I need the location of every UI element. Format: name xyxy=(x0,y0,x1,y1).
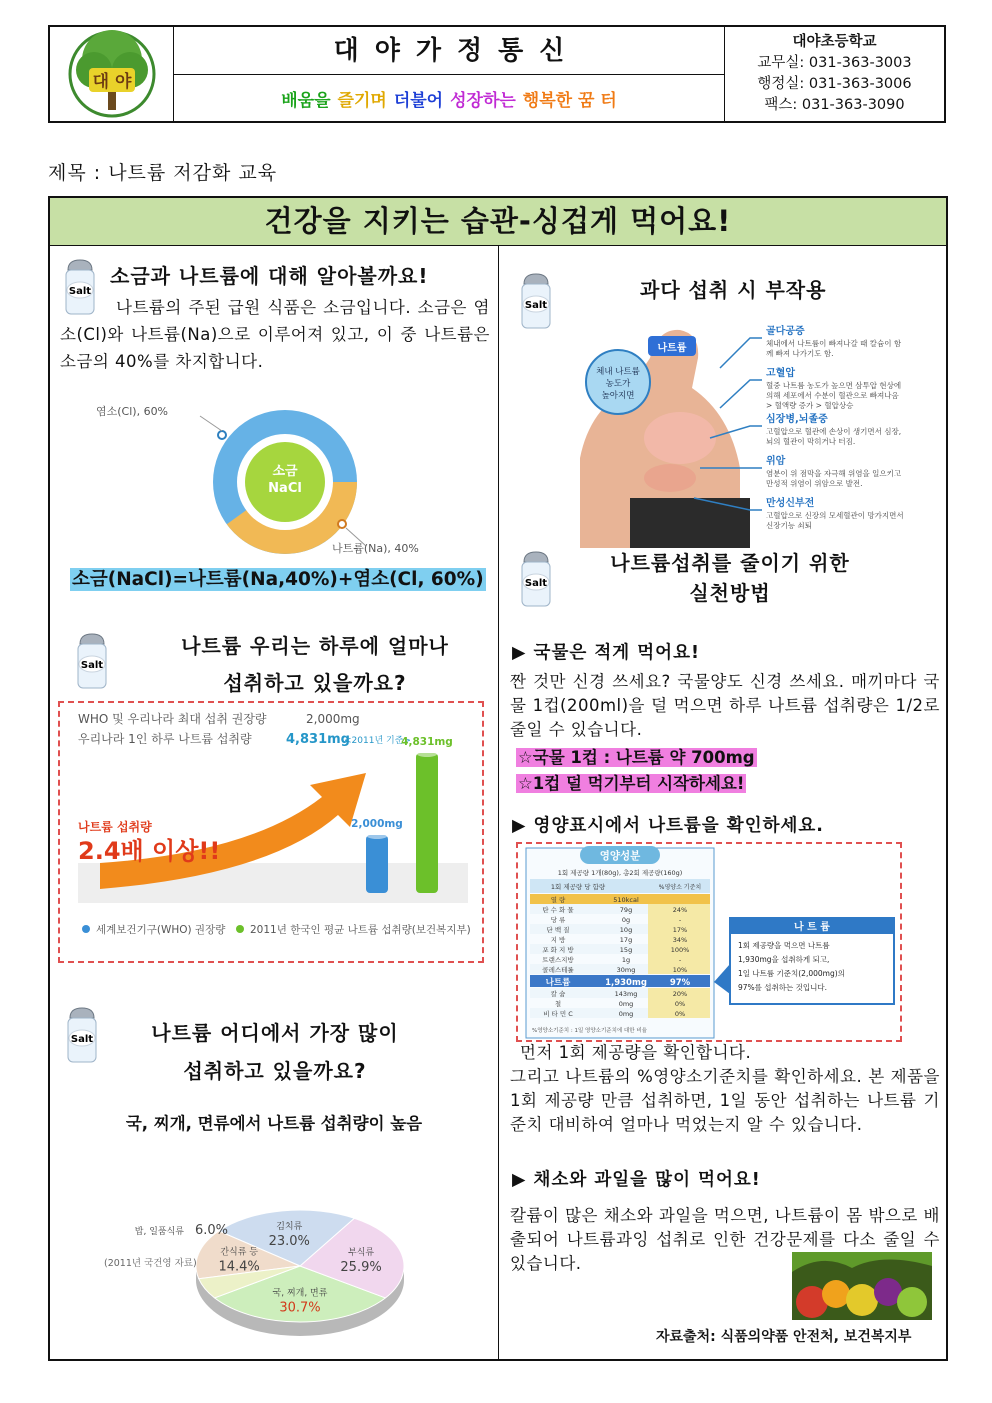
nutrition-cell: 트랜스지방 xyxy=(542,956,574,964)
salt-shaker-icon xyxy=(64,1004,100,1066)
intake-label: 나트륨 섭취량 xyxy=(78,820,152,834)
content-frame xyxy=(48,196,948,1361)
sodium-row-name: 나트륨 xyxy=(545,978,571,988)
bottle-label: 나트륨 xyxy=(657,343,687,354)
tip-body: 짠 것만 신경 쓰세요? 국물양도 신경 쓰세요. 매끼마다 국물 1컵(200ml)을 덜 먹으면 하루 나트륨 섭취량은 1/2로 줄일 수 있습니다. xyxy=(510,672,940,739)
nutrition-cell: 포 화 지 방 xyxy=(542,946,574,954)
sodium-row-amount: 1,930mg xyxy=(605,978,647,988)
pie-category-label: 밥, 일품식류 xyxy=(134,1227,184,1237)
effect-desc: 께 빠져 나가기도 함. xyxy=(766,349,834,358)
pie-category-label: 간식류 등 xyxy=(220,1247,258,1258)
salt-shaker-icon xyxy=(518,548,554,610)
effect-desc: 고혈압으로 신장의 모세혈관이 망가지면서 xyxy=(766,511,904,520)
contact-line: 행정실: 031-363-3006 xyxy=(757,76,912,92)
section-title xyxy=(130,628,500,702)
school-motto xyxy=(174,75,724,121)
effect-desc: 신장기능 쇠퇴 xyxy=(766,521,812,530)
newsletter-header xyxy=(48,25,946,123)
svg-text:510kcal: 510kcal xyxy=(613,896,639,904)
salt-shaker-icon xyxy=(518,270,554,332)
korea-intake-value: 4,831mg xyxy=(286,732,350,747)
effect-title: 고혈압 xyxy=(766,368,795,379)
subject-line: 제목 : 나트륨 저감화 교육 xyxy=(48,162,278,184)
bar-korea-label: 4,831mg xyxy=(401,736,453,748)
svg-text:Salt: Salt xyxy=(524,300,548,311)
nutrition-cell: 20% xyxy=(672,990,688,998)
donut-label-chlorine: 염소(Cl), 60% xyxy=(96,405,169,418)
pie-value-label: 23.0% xyxy=(268,1233,310,1249)
bubble-text-3: 높아지면 xyxy=(601,391,635,401)
callout-line: 1회 제공량을 먹으면 나트륨 xyxy=(738,941,830,950)
tip-highlight: ☆국물 1컵 : 나트륨 약 700mg xyxy=(518,748,755,767)
pie-source-note: (2011년 국건영 자료) xyxy=(104,1258,197,1269)
salt-formula: 소금(NaCl)=나트륨(Na,40%)+염소(Cl, 60%) xyxy=(72,569,484,590)
effect-title: 골다공증 xyxy=(766,326,805,337)
section-title: 소금과 나트륨에 대해 알아볼까요! xyxy=(110,264,429,288)
tip-body: 먼저 1회 제공량을 확인합니다. xyxy=(520,1043,752,1062)
effect-desc: 뇌의 혈관이 막히거나 터짐. xyxy=(766,437,856,446)
salt-shaker-icon xyxy=(74,630,110,692)
section-title-line2: 섭취하고 있을까요? xyxy=(183,1059,367,1083)
svg-text:Salt: Salt xyxy=(70,1034,94,1045)
nutrition-cell: 17% xyxy=(672,926,688,934)
nutrition-cell: 17g xyxy=(619,936,633,944)
nutrition-cell: 지 방 xyxy=(550,936,566,944)
section-title-line1: 나트륨섭취를 줄이기 위한 xyxy=(610,551,850,575)
legend-who: 세계보건기구(WHO) 권장량 xyxy=(96,924,226,936)
nutrition-label-serving: 1회 제공량 1개(80g), 총2회 제공량(160g) xyxy=(557,869,683,877)
korea-intake-note: <2011년 기준> xyxy=(344,736,411,746)
pie-value-label: 14.4% xyxy=(218,1259,260,1275)
who-limit-value: 2,000mg xyxy=(306,712,360,726)
donut-label-sodium: 나트륨(Na), 40% xyxy=(332,542,419,555)
section-title-line2: 섭취하고 있을까요? xyxy=(223,671,407,695)
tip-title: ▶ 채소와 과일을 많이 먹어요! xyxy=(512,1170,761,1190)
effect-desc: 체내에서 나트륨이 빠져나갈 때 칼슘이 함 xyxy=(766,339,902,348)
section-title-line1: 나트륨 어디에서 가장 많이 xyxy=(151,1021,399,1045)
effect-desc: 혈중 나트륨 농도가 높으면 삼투압 현상에 xyxy=(766,381,902,390)
nutrition-cell: 79g xyxy=(619,906,633,914)
effect-desc: 의해 세포에서 수분이 혈관으로 빠져나옴 xyxy=(766,391,899,400)
nutrition-cell: 칼 슘 xyxy=(550,990,566,998)
tip-title: ▶ 영양표시에서 나트륨을 확인하세요. xyxy=(512,816,824,836)
contact-line: 팩스: 031-363-3090 xyxy=(764,97,905,113)
nutrition-label-footnote: %영양소기준치 : 1일 영양소기준치에 대한 비율 xyxy=(532,1028,647,1034)
nutrition-cell: 1g xyxy=(621,956,631,964)
pie-subtitle: 국, 찌개, 면류에서 나트륨 섭취량이 높음 xyxy=(125,1114,423,1133)
motto-word: 배움을 xyxy=(281,90,331,111)
svg-text:열 량: 열 량 xyxy=(550,896,566,904)
pie-category-label: 김치류 xyxy=(276,1221,303,1232)
callout-line: 1,930mg을 섭취하게 되고, xyxy=(738,955,830,964)
school-logo xyxy=(50,27,174,121)
nutrition-cell: 10% xyxy=(672,966,688,974)
effect-title: 위암 xyxy=(766,456,786,467)
effect-desc: > 혈액량 증가 > 혈압상승 xyxy=(766,401,854,410)
bar-korea xyxy=(416,753,438,893)
nutrition-label-figure xyxy=(516,842,902,1042)
korea-intake-label: 우리나라 1인 하루 나트륨 섭취량 xyxy=(78,732,252,746)
callout-line: 97%를 섭취하는 것입니다. xyxy=(738,983,828,992)
section-title-line2: 실천방법 xyxy=(689,581,771,605)
contact-box xyxy=(725,27,944,121)
section-title xyxy=(570,548,890,608)
tree-logo-icon xyxy=(64,30,160,118)
nutrition-label-col2: %영양소 기준치 xyxy=(658,884,702,891)
pie-category-label: 부식류 xyxy=(348,1248,375,1259)
nutrition-cell: 24% xyxy=(672,906,688,914)
nutrition-cell: 단 백 질 xyxy=(546,926,570,934)
motto-word: 더불어 xyxy=(393,90,444,111)
ratio-text: 2.4배 이상!! xyxy=(78,837,221,865)
svg-text:Salt: Salt xyxy=(80,660,104,671)
newsletter-title: 대야가정통신 xyxy=(174,27,724,75)
bubble-text-2: 농도가 xyxy=(605,379,631,389)
pie-value-label: 30.7% xyxy=(279,1300,321,1316)
nutrition-cell: - xyxy=(678,956,682,964)
effect-title: 심장병,뇌졸중 xyxy=(766,414,828,425)
sodium-source-pie xyxy=(90,1176,470,1351)
motto-word: 행복한 꿈 터 xyxy=(522,90,617,111)
legend-korea: 2011년 한국인 평균 나트륨 섭취량(보건복지부) xyxy=(250,924,471,936)
source-credit: 자료출처: 식품의약품 안전처, 보건복지부 xyxy=(656,1329,912,1345)
pie-value-label: 6.0% xyxy=(194,1223,228,1238)
fruits-vegetables-image xyxy=(792,1252,932,1320)
effect-desc: 염분이 위 점막을 자극해 위염을 일으키고 xyxy=(766,469,902,478)
bubble-text-1: 체내 나트륨 xyxy=(596,367,640,377)
tip-body: 칼륨이 많은 채소와 과일을 먹으면, 나트륨이 몸 밖으로 배출되어 나트륨과잉 섭취로 인한 건강문제를 다소 줄일 수 있습니다. xyxy=(510,1206,940,1273)
section-title: 과다 섭취 시 부작용 xyxy=(640,278,827,302)
contact-line: 교무실: 031-363-3003 xyxy=(757,55,912,71)
nutrition-cell: 30mg xyxy=(616,966,636,974)
effect-desc: 만성적 위염이 위암으로 발전. xyxy=(766,479,863,488)
nutrition-cell: 10g xyxy=(619,926,633,934)
effect-desc: 고혈압으로 혈관에 손상이 생기면서 심장, xyxy=(766,427,902,436)
section-title-line1: 나트륨 우리는 하루에 얼마나 xyxy=(181,634,449,658)
nutrition-cell: 철 xyxy=(554,1000,562,1008)
nutrition-cell: 당 류 xyxy=(550,916,566,924)
nutrition-cell: 0% xyxy=(674,1010,686,1018)
school-name: 대야초등학교 xyxy=(792,34,877,50)
nutrition-cell: 100% xyxy=(670,946,690,954)
bar-who xyxy=(366,835,388,893)
nutrition-cell: 34% xyxy=(672,936,688,944)
nutrition-label-header: 영양성분 xyxy=(599,850,641,862)
nutrition-cell: 0mg xyxy=(618,1000,634,1008)
sodium-intake-infographic xyxy=(58,701,484,963)
side-effects-figure xyxy=(570,318,950,548)
nutrition-cell: 143mg xyxy=(614,990,638,998)
sodium-row-percent: 97% xyxy=(669,978,691,988)
pie-category-label: 국, 찌개, 면류 xyxy=(272,1288,328,1299)
pie-value-label: 25.9% xyxy=(340,1260,382,1276)
callout-title: 나 트 륨 xyxy=(794,922,830,933)
nutrition-cell: 0g xyxy=(621,916,631,924)
svg-text:Salt: Salt xyxy=(68,286,92,297)
who-limit-label: WHO 및 우리나라 최대 섭취 권장량 xyxy=(78,712,267,726)
tip-title: ▶ 국물은 적게 먹어요! xyxy=(512,643,700,663)
donut-center-line2: NaCl xyxy=(268,481,302,496)
nutrition-cell: 콜레스테롤 xyxy=(542,966,574,974)
callout-line: 1일 나트륨 기준치(2,000mg)의 xyxy=(738,969,845,978)
nutrition-label-col1: 1회 제공량 당 함량 xyxy=(550,883,606,891)
nutrition-cell: - xyxy=(678,916,682,924)
effect-title: 만성신부전 xyxy=(766,498,815,509)
nutrition-cell: 비 타 민 C xyxy=(543,1010,573,1018)
motto-word: 즐기며 xyxy=(337,90,387,111)
nutrition-cell: 15g xyxy=(619,946,633,954)
tip-body: 그리고 나트륨의 %영양소기준치를 확인하세요. 본 제품을 1회 제공량 만큼 섭취하면, 1일 동안 섭취하는 나트륨 기준치 대비하여 얼마나 먹었는지 알 수 있습니다. xyxy=(510,1067,940,1134)
logo-text: 대 야 xyxy=(92,72,131,92)
bar-who-label: 2,000mg xyxy=(351,818,403,831)
section-title xyxy=(110,1014,440,1090)
svg-text:Salt: Salt xyxy=(524,578,548,589)
tip-highlight: ☆1컵 덜 먹기부터 시작하세요! xyxy=(518,774,745,793)
donut-center-line1: 소금 xyxy=(272,464,298,479)
motto-word: 성장하는 xyxy=(450,90,516,111)
nutrition-cell: 0% xyxy=(674,1000,686,1008)
column-divider xyxy=(498,246,499,1359)
section-body: 나트륨의 주된 급원 식품은 소금입니다. 소금은 염소(Cl)와 나트륨(Na)으로 이루어져 있고, 이 중 나트륨은 소금의 40%를 차지합니다. xyxy=(60,298,490,371)
salt-composition-donut xyxy=(90,400,470,565)
nutrition-cell: 탄 수 화 물 xyxy=(542,906,574,914)
nutrition-cell: 0mg xyxy=(618,1010,634,1018)
banner-title: 건강을 지키는 습관-싱겁게 먹어요! xyxy=(50,198,946,246)
